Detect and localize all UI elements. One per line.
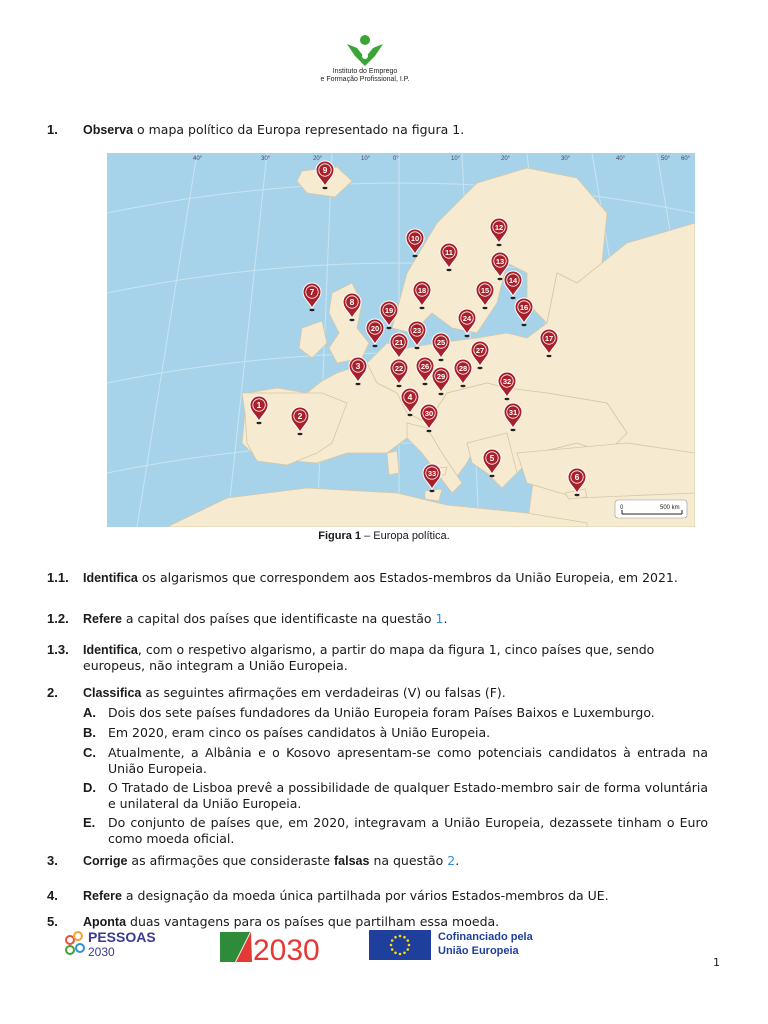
eu-star-icon xyxy=(399,953,402,956)
marker-shadow xyxy=(478,367,483,369)
question-verb: Refere xyxy=(83,889,122,903)
marker-label: 11 xyxy=(445,248,453,257)
longitude-label: 10° xyxy=(451,156,461,162)
question-text: a capital dos países que identificaste na questão xyxy=(121,611,436,626)
marker-label: 22 xyxy=(394,364,404,373)
marker-shadow xyxy=(323,187,328,189)
question-text: os algarismos que correspondem aos Estados-membros da União Europeia, em 2021. xyxy=(137,570,678,585)
question-number: 1.2. xyxy=(47,611,69,626)
longitude-label: 50° xyxy=(661,156,671,162)
question-verb: Classifica xyxy=(83,686,142,700)
question-number: 3. xyxy=(47,853,58,868)
marker-label: 17 xyxy=(544,334,554,343)
marker-label: 32 xyxy=(502,377,512,386)
europe-political-map xyxy=(107,153,695,527)
pessoas-2030-logo xyxy=(66,929,156,959)
marker-label: 28 xyxy=(458,364,468,373)
marker-shadow xyxy=(387,327,392,329)
eu-star-icon xyxy=(390,944,393,947)
question-text: as seguintes afirmações em verdadeiras (V) ou falsas (F). xyxy=(141,685,506,700)
marker-shadow xyxy=(423,383,428,385)
longitude-label: 0° xyxy=(393,156,399,162)
marker-shadow xyxy=(505,398,510,400)
longitude-label: 30° xyxy=(561,156,571,162)
institute-name-line2: e Formação Profissional, I.P. xyxy=(320,76,410,83)
eu-star-icon xyxy=(399,935,402,938)
marker-shadow xyxy=(408,414,413,416)
marker-label: 16 xyxy=(519,303,529,312)
longitude-label: 60° xyxy=(681,156,691,162)
question-number: 5. xyxy=(47,914,58,929)
question-verb: Identifica xyxy=(83,571,138,585)
longitude-label: 20° xyxy=(501,156,511,162)
eu-star-icon xyxy=(403,951,406,954)
eu-line1: Cofinanciado pela xyxy=(438,931,533,943)
question-verb: Aponta xyxy=(83,915,127,929)
question-verb: Observa xyxy=(83,123,134,137)
marker-label: 13 xyxy=(495,257,505,266)
marker-label: 6 xyxy=(574,472,580,482)
longitude-label: 40° xyxy=(616,156,626,162)
question-text: duas vantagens para os países que partilham essa moeda. xyxy=(126,914,500,929)
marker-shadow xyxy=(439,393,444,395)
marker-label: 24 xyxy=(462,314,472,323)
question-number: 1. xyxy=(47,122,58,137)
question-verb: Refere xyxy=(83,612,122,626)
eu-cofunded-logo xyxy=(369,930,534,960)
marker-shadow xyxy=(522,324,527,326)
statement-text: Do conjunto de países que, em 2020, integravam a União Europeia, dezassete tinham o Euro como moeda oficial. xyxy=(108,815,708,846)
statement-text: Atualmente, a Albânia e o Kosovo apresentam-se como potenciais candidatos à entrada na União Europeia. xyxy=(108,745,708,776)
marker-shadow xyxy=(257,422,262,424)
marker-shadow xyxy=(498,278,503,280)
figure-caption-label: Figura 1 xyxy=(318,530,362,542)
page-number: 1 xyxy=(713,956,720,969)
marker-shadow xyxy=(547,355,552,357)
marker-shadow xyxy=(483,307,488,309)
marker-shadow xyxy=(465,335,470,337)
question-reference-link[interactable]: 2 xyxy=(447,853,456,868)
statement-text: Dois dos sete países fundadores da União Europeia foram Países Baixos e Luxemburgo. xyxy=(108,705,655,720)
marker-shadow xyxy=(350,319,355,321)
marker-label: 33 xyxy=(427,469,437,478)
question-number: 2. xyxy=(47,685,58,700)
longitude-label: 20° xyxy=(313,156,323,162)
marker-label: 1 xyxy=(256,400,262,410)
marker-shadow xyxy=(373,345,378,347)
marker-shadow xyxy=(310,309,315,311)
scale-bar xyxy=(615,500,687,518)
longitude-label: 40° xyxy=(193,156,203,162)
statement-letter: B. xyxy=(83,725,96,740)
marker-shadow xyxy=(439,359,444,361)
question-text: a designação da moeda única partilhada por vários Estados-membros da UE. xyxy=(121,888,609,903)
marker-label: 10 xyxy=(410,234,420,243)
question-verb: Identifica xyxy=(83,643,138,657)
marker-label: 15 xyxy=(480,286,490,295)
statement-letter: E. xyxy=(83,815,96,830)
eu-star-icon xyxy=(391,939,394,942)
question-number: 1.3. xyxy=(47,642,69,657)
portugal-flag-icon xyxy=(220,932,252,962)
eu-flag-icon xyxy=(369,930,431,960)
marker-shadow xyxy=(490,475,495,477)
eu-star-icon xyxy=(408,944,411,947)
question-text: o mapa político da Europa representado na figura 1. xyxy=(133,122,465,137)
marker-shadow xyxy=(413,255,418,257)
marker-shadow xyxy=(356,383,361,385)
marker-shadow xyxy=(447,269,452,271)
marker-label: 8 xyxy=(349,297,355,307)
statement-text: Em 2020, eram cinco os países candidatos à União Europeia. xyxy=(108,725,491,740)
question-number: 4. xyxy=(47,888,58,903)
marker-label: 2 xyxy=(297,411,303,421)
marker-label: 26 xyxy=(420,362,430,371)
eu-star-icon xyxy=(394,951,397,954)
statement-text: O Tratado de Lisboa prevê a possibilidade de qualquer Estado-membro sair de forma voluntária e unilateral da União Europeia. xyxy=(108,780,708,811)
pessoas-year: 2030 xyxy=(88,945,115,959)
figure-caption-text: – Europa política. xyxy=(361,530,450,542)
longitude-label: 10° xyxy=(361,156,371,162)
eu-star-icon xyxy=(394,936,397,939)
marker-label: 12 xyxy=(494,223,504,232)
marker-shadow xyxy=(430,490,435,492)
marker-shadow xyxy=(511,297,516,299)
marker-label: 3 xyxy=(355,361,361,371)
figure-caption xyxy=(0,530,768,542)
iefp-logo xyxy=(310,34,420,84)
marker-label: 21 xyxy=(394,338,404,347)
marker-shadow xyxy=(415,347,420,349)
marker-shadow xyxy=(575,494,580,496)
marker-shadow xyxy=(420,307,425,309)
eu-star-icon xyxy=(391,948,394,951)
scale-start: 0 xyxy=(620,505,624,511)
question-1-1 xyxy=(0,570,768,604)
question-number: 1.1. xyxy=(47,570,69,585)
scale-end: 500 km xyxy=(660,505,680,511)
pessoas-text: PESSOAS xyxy=(88,929,156,945)
institute-name-line1: Instituto do Emprego xyxy=(332,68,398,75)
statement-letter: A. xyxy=(83,705,96,720)
marker-label: 14 xyxy=(508,276,518,285)
eu-star-icon xyxy=(406,939,409,942)
question-text: , com o respetivo algarismo, a partir do mapa da figura 1, cinco países que, sendo europeus, não integram a União Europeia. xyxy=(83,642,655,673)
funding-logos xyxy=(0,928,768,968)
statement-letter: D. xyxy=(83,780,96,795)
marker-shadow xyxy=(511,429,516,431)
marker-label: 9 xyxy=(322,165,328,175)
iefp-logo-icon xyxy=(343,34,387,68)
marker-label: 23 xyxy=(412,326,422,335)
marker-label: 4 xyxy=(407,392,413,402)
statement-letter: C. xyxy=(83,745,96,760)
question-1-3 xyxy=(0,642,768,676)
marker-label: 30 xyxy=(424,409,434,418)
marker-label: 18 xyxy=(417,286,427,295)
marker-label: 5 xyxy=(489,453,495,463)
longitude-label: 30° xyxy=(261,156,271,162)
portugal-2030-text: 2030 xyxy=(253,934,320,967)
marker-label: 19 xyxy=(384,306,394,315)
marker-label: 29 xyxy=(436,372,446,381)
marker-shadow xyxy=(397,385,402,387)
marker-label: 25 xyxy=(436,338,446,347)
marker-shadow xyxy=(461,385,466,387)
question-emphasis: falsas xyxy=(334,854,370,868)
eu-star-icon xyxy=(403,936,406,939)
portugal-2030-logo xyxy=(220,932,320,967)
marker-label: 20 xyxy=(370,324,380,333)
marker-label: 27 xyxy=(475,346,485,355)
marker-shadow xyxy=(497,244,502,246)
eu-line2: União Europeia xyxy=(438,945,519,957)
question-reference-link[interactable]: 1 xyxy=(435,611,444,626)
eu-star-icon xyxy=(406,948,409,951)
pessoas-flower-icon xyxy=(66,932,84,954)
marker-shadow xyxy=(298,433,303,435)
marker-label: 31 xyxy=(508,408,518,417)
marker-label: 7 xyxy=(309,287,315,297)
question-verb: Corrige xyxy=(83,854,128,868)
marker-shadow xyxy=(427,430,432,432)
